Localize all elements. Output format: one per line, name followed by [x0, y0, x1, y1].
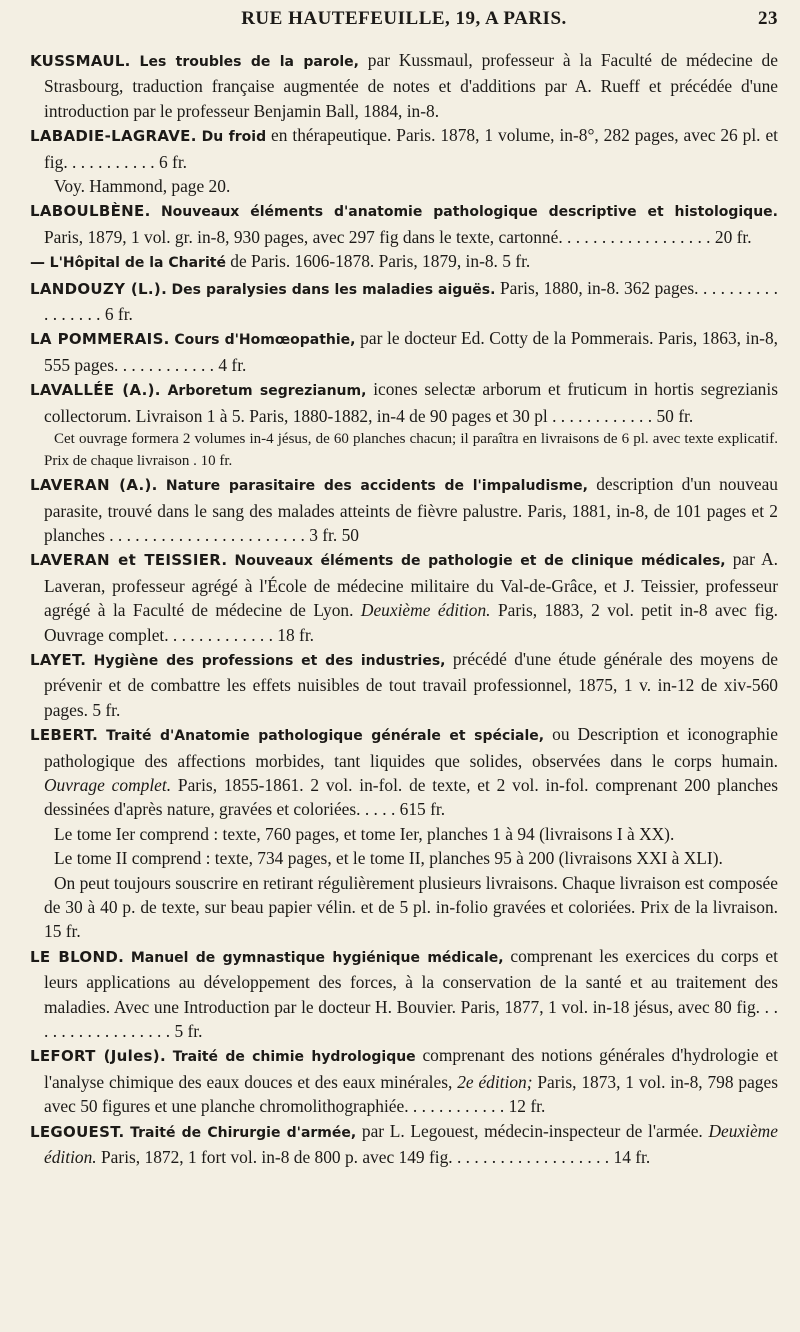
entry-price: 12 fr. [508, 1096, 546, 1117]
entry-title: Les troubles de la parole, [139, 54, 359, 70]
entry-body: par L. Legouest, médecin-inspecteur de l'armée. [361, 1120, 703, 1141]
entry-author: KUSSMAUL. [30, 52, 131, 70]
entry-title: Nouveaux éléments d'anatomie pathologique descriptive et histologique. [160, 204, 778, 221]
entry-price: 14 fr. [613, 1147, 651, 1168]
entry-body: en thérapeutique. Paris. 1878, 1 volume, in-8°, 282 pages, avec 26 pl. et fig. . . . . . . . . . . [44, 125, 778, 172]
entry-price: 4 fr. [218, 354, 247, 375]
entry-price: 3 fr. 50 [309, 524, 359, 545]
entry-sub-paragraph: Le tome II comprend : texte, 734 pages, et le tome II, planches 95 à 200 (livraisons XXI à XLI). [54, 848, 723, 869]
catalogue-entry [30, 1119, 778, 1170]
entry-edition: Deuxième édition. [44, 1120, 778, 1168]
entry-price: 6 fr. [158, 151, 187, 172]
entry-body-continued: Paris, 1873, 1 vol. in-8, 798 pages avec 50 figures et une planche chromolithographiée. . . . . . . . . . . . [44, 1071, 778, 1117]
entry-price: 18 fr. [277, 624, 315, 645]
entry-body-continued: Paris, 1883, 2 vol. petit in-8 avec fig. Ouvrage complet. . . . . . . . . . . . . [44, 600, 778, 645]
entry-body: précédé d'une étude générale des moyens de prévenir et de combattre les effets nuisibles de tout travail professionnel, 1875, 1 v. in-12 de xiv-560 pages. [44, 648, 778, 720]
entry-body: par A. Laveran, professeur agrégé à l'École de médecine militaire du Val-de-Grâce, et J. Teissier, professeur agrégé à la Faculté de médecine de Lyon. [44, 549, 778, 621]
catalogue-entry [30, 198, 778, 249]
entry-note: Cet ouvrage formera 2 volumes in-4 jésus, de 60 planches chacun; il paraîtra en livraisons de 6 pl. avec texte explicatif. Prix de chaque livraison . 10 fr. [44, 431, 778, 470]
catalogue-entries [30, 48, 778, 1169]
running-title: RUE HAUTEFEUILLE, 19, A PARIS. [241, 8, 567, 29]
catalogue-entry [30, 944, 778, 1044]
entry-edition: Deuxième édition. [360, 600, 491, 621]
entry-price: 50 fr. [656, 405, 694, 426]
entry-title: Traité de chimie hydrologique [172, 1049, 416, 1066]
entry-title: Nature parasitaire des accidents de l'impaludisme, [165, 478, 588, 495]
entry-sub-paragraph: Le tome Ier comprend : texte, 760 pages, et tome Ier, planches 1 à 94 (livraisons I à XX). [54, 823, 675, 844]
catalogue-entry [30, 123, 778, 198]
entry-author: LABOULBÈNE. [30, 202, 151, 221]
entry-body-continued: Paris, 1855-1861. 2 vol. in-fol. de texte, et 2 vol. in-fol. comprenant 200 planches dessinées d'après nature, gravées et coloriées. . . . . [44, 774, 778, 820]
catalogue-entry [30, 48, 778, 123]
entry-price: 20 fr. [714, 226, 752, 247]
catalogue-entry [30, 547, 778, 647]
entry-body: icones selectæ arborum et fruticum in hortis segrezianis collectorum. Livraison 1 à 5. Paris, 1880-1882, in-4 de 90 pages et 30 pl . . . . . . . . . . . . [44, 379, 778, 426]
entry-body: par le docteur Ed. Cotty de la Pommerais. Paris, 1863, in-8, 555 pages. . . . . . . . . . . . [44, 328, 778, 375]
entry-author: LAVERAN et TEISSIER. [30, 551, 228, 570]
entry-title: Manuel de gymnastique hygiénique médicale, [130, 949, 504, 966]
entry-title: Cours d'Homœopathie, [174, 332, 356, 349]
entry-edition: 2e édition; [457, 1071, 533, 1092]
entry-title: Traité d'Anatomie pathologique générale et spéciale, [106, 728, 545, 745]
page-number: 23 [758, 8, 778, 29]
entry-author: LA POMMERAIS. [30, 330, 170, 349]
entry-body: Paris, 1879, 1 vol. gr. in-8, 930 pages, avec 297 fig dans le texte, cartonné. . . . . . . . . . . . . . . . . . [44, 226, 711, 247]
entry-body: par Kussmaul, professeur à la Faculté de médecine de Strasbourg, traduction française augmentée de notes et d'additions par A. Rueff et précédée d'une introduction par le professeur Benjamin Ball, 1884, in-8. [44, 50, 778, 121]
entry-author: LANDOUZY (L.). [30, 279, 168, 298]
entry-body: comprenant les exercices du corps et leurs applications au développement des forces, à la conservation de la santé et au traitement des maladies. Avec une Introduction par le docteur H. Bouvier. Paris, 1877, 1 vol. in-18 jésus, avec 80 fig. . . . . . . . . . . . . . . . . . [44, 945, 778, 1042]
entry-author: LAVALLÉE (A.). [30, 381, 161, 400]
entry-title: Du froid [201, 129, 267, 146]
entry-author: LEGOUEST. [30, 1122, 125, 1141]
entry-body: de Paris. 1606-1878. Paris, 1879, in-8. [230, 251, 498, 272]
entry-edition: Ouvrage complet. [44, 774, 172, 795]
entry-body-continued: Paris, 1872, 1 fort vol. in-8 de 800 p. avec 149 fig. . . . . . . . . . . . . . . . . . . [101, 1147, 610, 1168]
entry-sub-paragraph: On peut toujours souscrire en retirant régulièrement plusieurs livraisons. Chaque livraison est composée de 30 à 40 p. de texte, sur beau papier vélin. et de 5 pl. in-folio gravées et coloriées. Prix de la livraison. 15 fr. [44, 872, 778, 942]
catalogue-entry [30, 722, 778, 944]
entry-body: ou Description et iconographie pathologique des affections morbides, tant liquides que solides, observées dans le corps humain. [44, 724, 778, 771]
catalogue-entry [30, 377, 778, 472]
entry-author: — [30, 253, 46, 272]
entry-author: LABADIE-LAGRAVE. [30, 127, 197, 146]
entry-title: Des paralysies dans les maladies aiguës. [171, 281, 496, 298]
catalogue-entry [30, 276, 778, 327]
entry-price: 615 fr. [399, 799, 446, 820]
entry-author: LEFORT (Jules). [30, 1047, 166, 1066]
catalogue-entry [30, 249, 778, 275]
entry-see-also: Voy. Hammond, page 20. [54, 176, 231, 197]
entry-author: LAYET. [30, 650, 87, 669]
catalogue-entry [30, 647, 778, 722]
entry-body: description d'un nouveau parasite, trouvé dans le sang des malades atteints de fièvre palustre. Paris, 1881, in-8, de 101 pages et 2 planches . . . . . . . . . . . . . . . . . . . . . . . [44, 474, 778, 545]
catalogue-entry [30, 1043, 778, 1118]
entry-title: Nouveaux éléments de pathologie et de clinique médicales, [234, 553, 726, 570]
entry-title: Arboretum segrezianum, [167, 383, 367, 400]
running-header [30, 8, 778, 30]
entry-author: LAVERAN (A.). [30, 476, 158, 495]
entry-price: 5 fr. [502, 251, 531, 272]
entry-price: 6 fr. [104, 304, 133, 325]
entry-title: Hygiène des professions et des industries, [93, 652, 446, 669]
entry-author: LEBERT. [30, 726, 99, 745]
entry-body: comprenant des notions générales d'hydrologie et l'analyse chimique des eaux douces et des eaux minérales, [44, 1045, 779, 1092]
entry-author: LE BLOND. [30, 947, 125, 966]
entry-title: Traité de Chirurgie d'armée, [130, 1124, 357, 1141]
entry-price: 5 fr. [174, 1021, 203, 1042]
entry-price: 5 fr. [92, 699, 121, 720]
entry-body: Paris, 1880, in-8. 362 pages. . . . . . . . . . . . . . . . . [44, 277, 778, 325]
entry-title: L'Hôpital de la Charité [49, 255, 226, 272]
catalogue-entry [30, 326, 778, 377]
catalogue-entry [30, 472, 778, 547]
